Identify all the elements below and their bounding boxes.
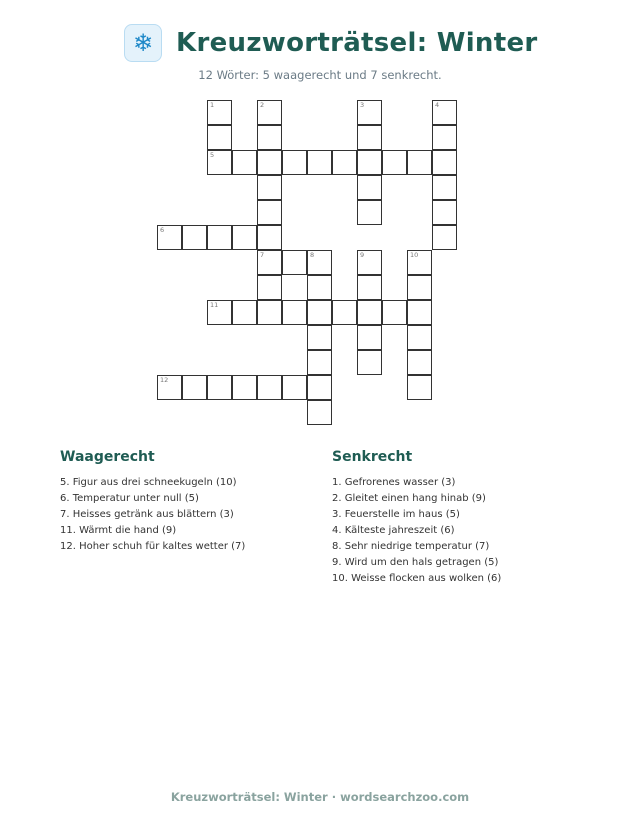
clue-number: 12 (160, 376, 169, 384)
grid-cell[interactable] (182, 225, 207, 250)
clue-across-11: 11. Wärmt die hand (9) (60, 525, 177, 536)
grid-cell[interactable] (232, 150, 257, 175)
grid-cell[interactable] (432, 125, 457, 150)
snowflake-icon: ❄ (124, 24, 162, 62)
grid-cell[interactable] (232, 225, 257, 250)
page-subtitle: 12 Wörter: 5 waagerecht und 7 senkrecht. (198, 68, 442, 82)
grid-cell[interactable] (307, 275, 332, 300)
grid-cell[interactable] (207, 150, 232, 175)
grid-cell[interactable] (357, 250, 382, 275)
clue-number: 5 (210, 151, 215, 159)
page-footer: Kreuzworträtsel: Winter · wordsearchzoo.com (170, 790, 470, 804)
grid-cell[interactable] (207, 375, 232, 400)
grid-cell[interactable] (282, 375, 307, 400)
grid-cell[interactable] (432, 150, 457, 175)
clue-number: 11 (210, 301, 219, 309)
grid-cell[interactable] (257, 175, 282, 200)
clue-number: 10 (410, 251, 419, 259)
grid-cell[interactable] (257, 250, 282, 275)
grid-cell[interactable] (357, 200, 382, 225)
across-heading: Waagerecht (60, 449, 155, 465)
clue-number: 3 (360, 101, 365, 109)
grid-cell[interactable] (307, 400, 332, 425)
clue-number: 9 (360, 251, 365, 259)
grid-cell[interactable] (207, 225, 232, 250)
grid-cell[interactable] (307, 150, 332, 175)
clue-down-8: 8. Sehr niedrige temperatur (7) (332, 541, 490, 552)
grid-cell[interactable] (432, 200, 457, 225)
grid-cell[interactable] (407, 325, 432, 350)
clue-number: 4 (435, 101, 440, 109)
down-clues (332, 449, 612, 587)
grid-cell[interactable] (282, 300, 307, 325)
grid-cell[interactable] (257, 200, 282, 225)
grid-cell[interactable] (382, 150, 407, 175)
grid-cell[interactable] (157, 375, 182, 400)
grid-cell[interactable] (207, 100, 232, 125)
page-title: Kreuzworträtsel: Winter (176, 28, 538, 58)
grid-cell[interactable] (332, 300, 357, 325)
grid-cell[interactable] (282, 250, 307, 275)
grid-cell[interactable] (307, 350, 332, 375)
grid-cell[interactable] (182, 375, 207, 400)
grid-cell[interactable] (257, 225, 282, 250)
grid-cell[interactable] (382, 300, 407, 325)
grid-cell[interactable] (432, 225, 457, 250)
clue-down-1: 1. Gefrorenes wasser (3) (332, 477, 456, 488)
clue-number: 1 (210, 101, 215, 109)
grid-cell[interactable] (157, 225, 182, 250)
grid-cell[interactable] (432, 100, 457, 125)
clue-across-12: 12. Hoher schuh für kaltes wetter (7) (60, 541, 246, 552)
grid-cell[interactable] (357, 175, 382, 200)
grid-cell[interactable] (207, 300, 232, 325)
grid-cell[interactable] (207, 125, 232, 150)
clue-across-7: 7. Heisses getränk aus blättern (3) (60, 509, 234, 520)
across-clues (60, 449, 340, 555)
grid-cell[interactable] (357, 150, 382, 175)
grid-cell[interactable] (257, 150, 282, 175)
grid-cell[interactable] (407, 350, 432, 375)
clue-down-3: 3. Feuerstelle im haus (5) (332, 509, 460, 520)
grid-cell[interactable] (232, 300, 257, 325)
grid-cell[interactable] (257, 375, 282, 400)
grid-cell[interactable] (407, 300, 432, 325)
grid-cell[interactable] (307, 250, 332, 275)
clue-down-4: 4. Kälteste jahreszeit (6) (332, 525, 455, 536)
grid-cell[interactable] (307, 300, 332, 325)
grid-cell[interactable] (357, 275, 382, 300)
grid-cell[interactable] (357, 350, 382, 375)
grid-cell[interactable] (282, 150, 307, 175)
grid-cell[interactable] (407, 250, 432, 275)
down-heading: Senkrecht (332, 449, 413, 465)
grid-cell[interactable] (307, 325, 332, 350)
grid-cell[interactable] (357, 125, 382, 150)
clue-number: 7 (260, 251, 265, 259)
grid-cell[interactable] (407, 375, 432, 400)
grid-cell[interactable] (307, 375, 332, 400)
grid-cell[interactable] (432, 175, 457, 200)
clue-across-5: 5. Figur aus drei schneekugeln (10) (60, 477, 237, 488)
clue-across-6: 6. Temperatur unter null (5) (60, 493, 199, 504)
clue-down-10: 10. Weisse flocken aus wolken (6) (332, 573, 502, 584)
grid-cell[interactable] (332, 150, 357, 175)
clue-number: 6 (160, 226, 165, 234)
clue-down-9: 9. Wird um den hals getragen (5) (332, 557, 499, 568)
grid-cell[interactable] (257, 275, 282, 300)
clue-number: 2 (260, 101, 265, 109)
grid-cell[interactable] (357, 300, 382, 325)
grid-cell[interactable] (407, 150, 432, 175)
grid-cell[interactable] (407, 275, 432, 300)
grid-cell[interactable] (357, 325, 382, 350)
grid-cell[interactable] (357, 100, 382, 125)
grid-cell[interactable] (257, 100, 282, 125)
clue-down-2: 2. Gleitet einen hang hinab (9) (332, 493, 486, 504)
grid-cell[interactable] (257, 300, 282, 325)
grid-cell[interactable] (257, 125, 282, 150)
page-header (0, 22, 640, 68)
clue-number: 8 (310, 251, 315, 259)
grid-cell[interactable] (232, 375, 257, 400)
